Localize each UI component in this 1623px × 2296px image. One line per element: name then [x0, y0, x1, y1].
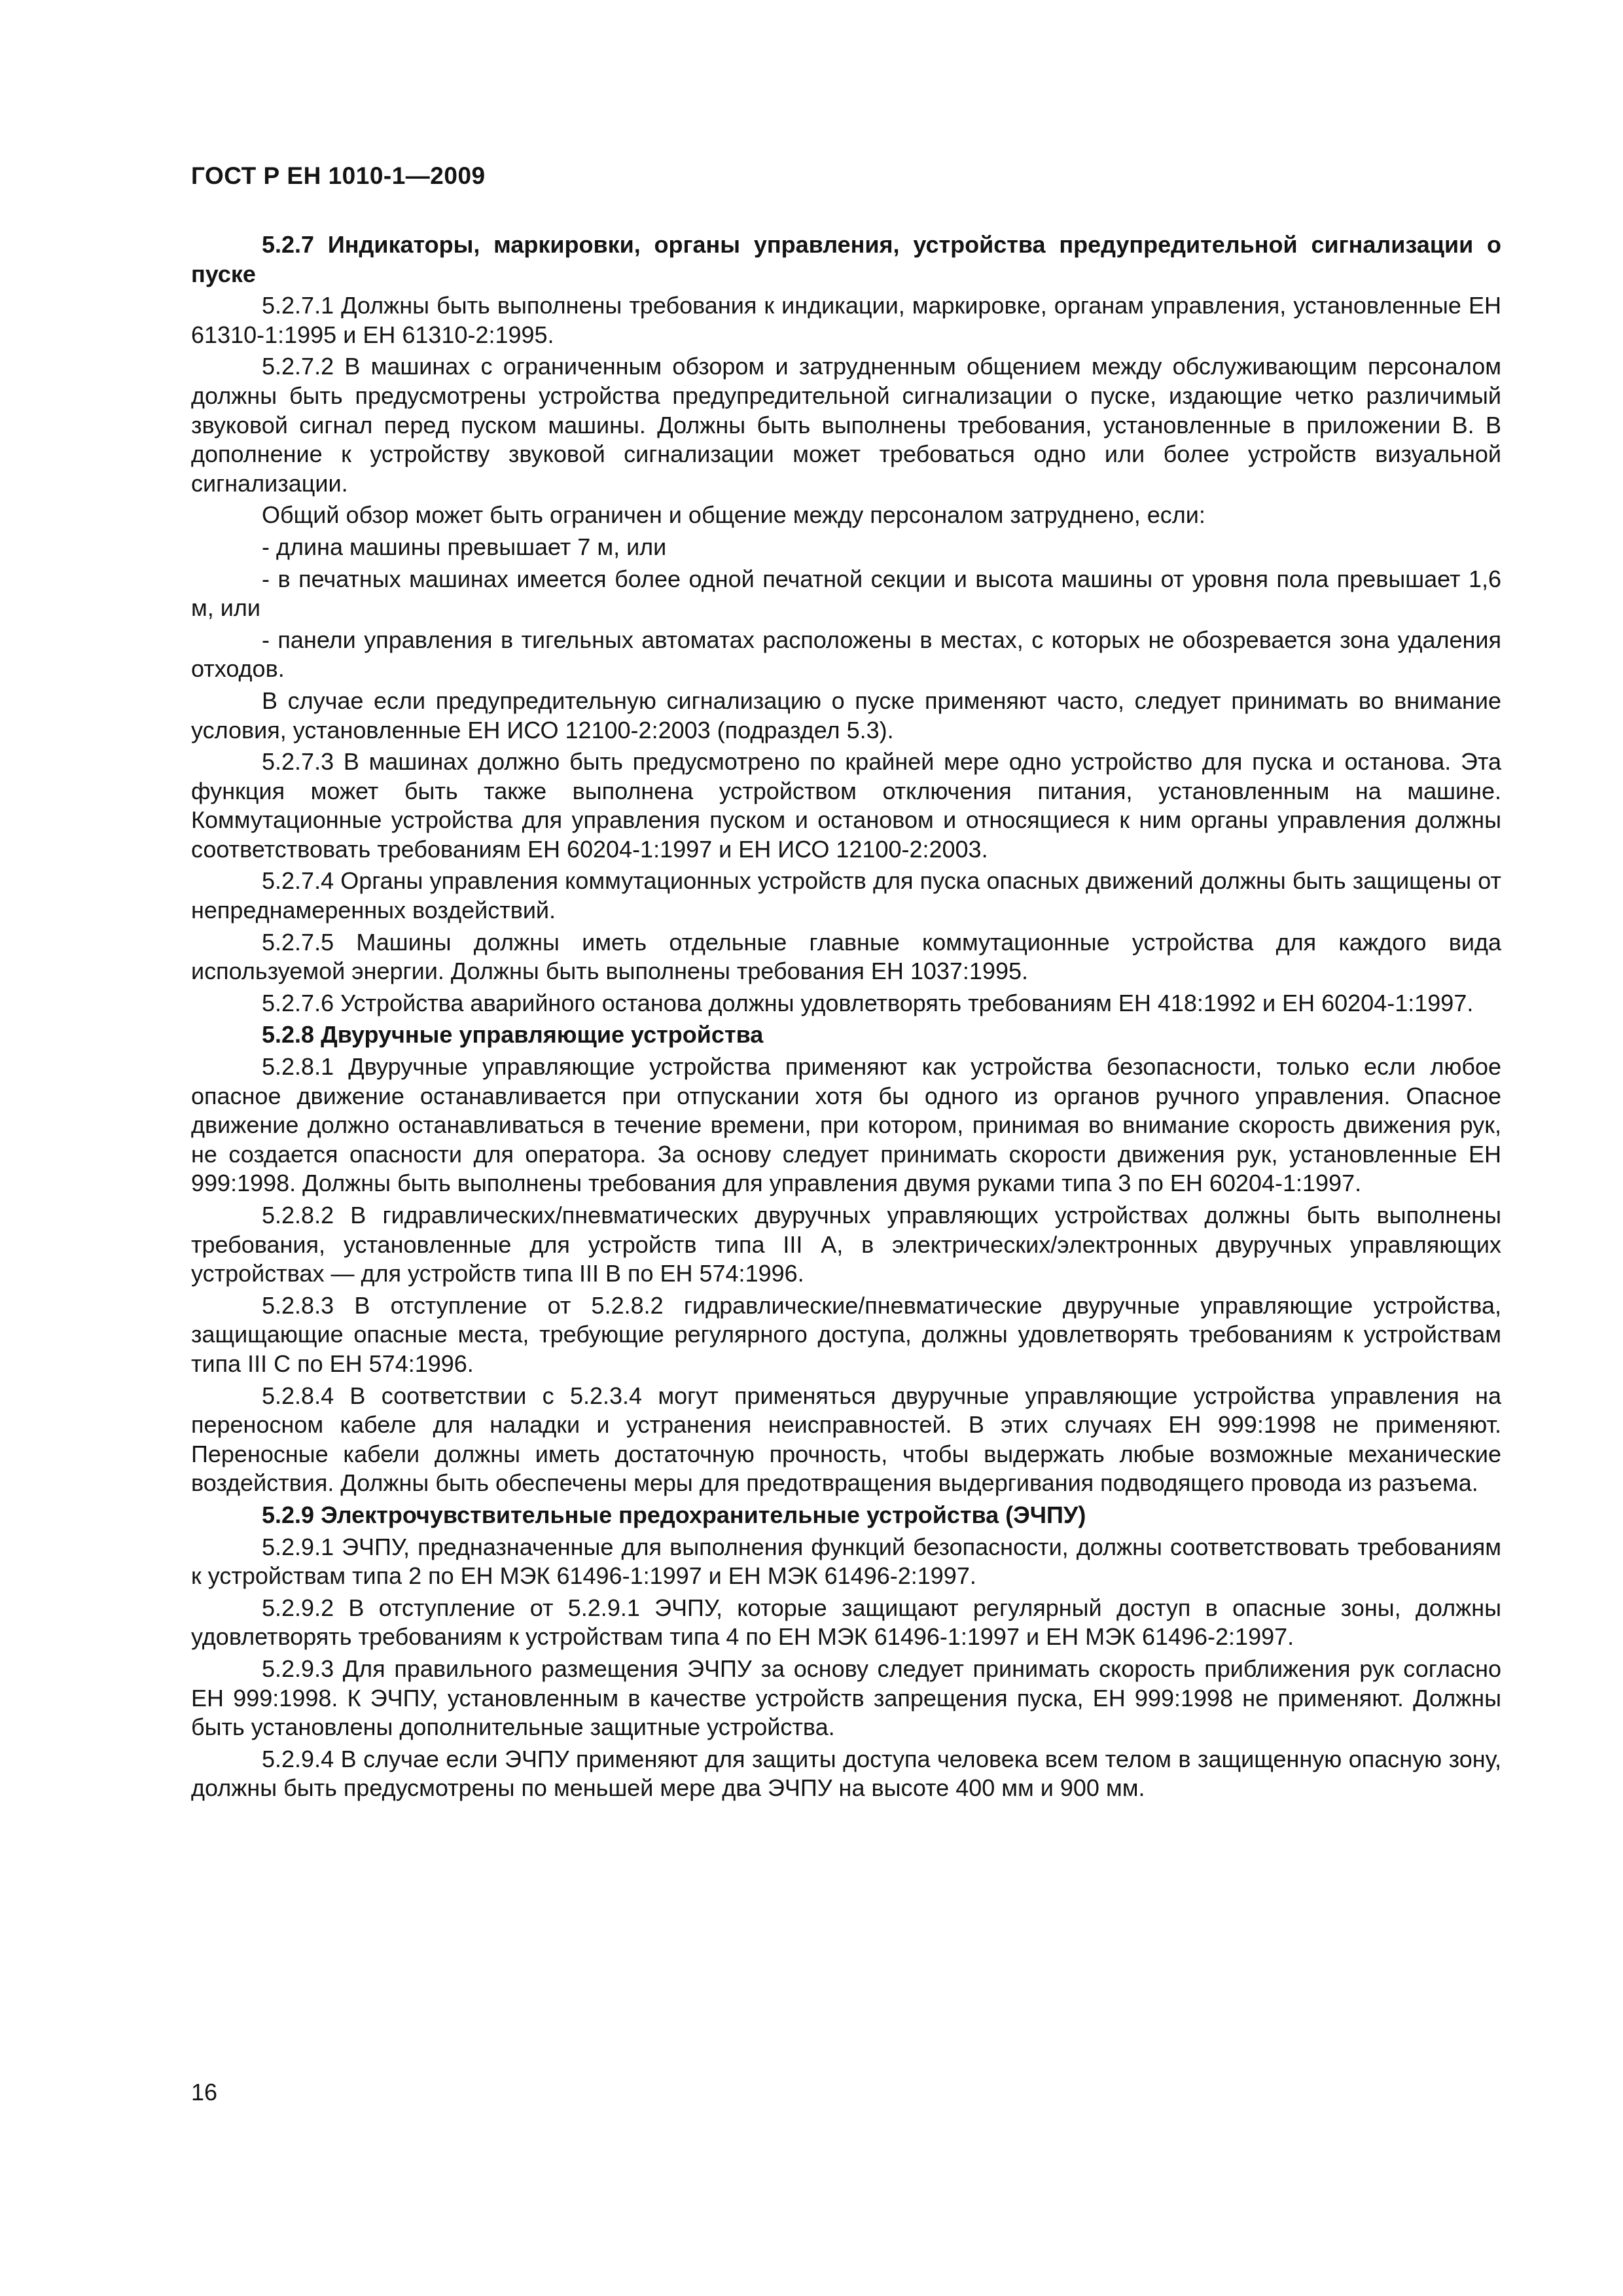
page-number: 16 [191, 2079, 218, 2106]
list-item: - длина машины превышает 7 м, или [262, 533, 667, 560]
body-paragraph: 5.2.7.5 Машины должны иметь отдельные главные коммутационные устройства для каждого вида используемой энергии. Должны быть выполнены требования ЕН 1037:1995. [191, 928, 1501, 985]
document-body [191, 230, 1501, 1803]
document-page [191, 0, 1501, 2296]
body-paragraph: В случае если предупредительную сигнализацию о пуске применяют часто, следует принимать во внимание условия, установленные ЕН ИСО 12100-2:2003 (подраздел 5.3). [191, 687, 1501, 744]
section-heading: 5.2.7 Индикаторы, маркировки, органы управления, устройства предупредительной сигнализации о пуске [191, 231, 1501, 287]
body-paragraph: 5.2.8.1 Двуручные управляющие устройства применяют как устройства безопасности, только если любое опасное движение останавливается при отпускании хотя бы одного из органов ручного управления. Опасное движение должно останавливаться в течение времени, при котором, принимая во внимание скорость движения рук, не создается опасности для оператора. За основу следует принимать скорости движения рук, установленные ЕН 999:1998. Должны быть выполнены требования для управления двумя руками типа 3 по ЕН 60204-1:1997. [191, 1053, 1501, 1197]
body-paragraph: 5.2.9.3 Для правильного размещения ЭЧПУ за основу следует принимать скорость приближения рук согласно ЕН 999:1998. К ЭЧПУ, установленным в качестве устройств запрещения пуска, ЕН 999:1998 не применяют. Должны быть установлены дополнительные защитные устройства. [191, 1655, 1501, 1741]
section-heading: 5.2.8 Двуручные управляющие устройства [262, 1021, 764, 1049]
body-paragraph: Общий обзор может быть ограничен и общение между персоналом затруднено, если: [262, 501, 1205, 529]
body-paragraph: 5.2.8.3 В отступление от 5.2.8.2 гидравлические/пневматические двуручные управляющие устройства, защищающие опасные места, требующие регулярного доступа, должны удовлетворять требованиям к устройствам типа III С по ЕН 574:1996. [191, 1291, 1501, 1377]
body-paragraph: 5.2.9.1 ЭЧПУ, предназначенные для выполнения функций безопасности, должны соответствовать требованиям к устройствам типа 2 по ЕН МЭК 61496-1:1997 и ЕН МЭК 61496-2:1997. [191, 1533, 1501, 1590]
standard-code-header: ГОСТ Р ЕН 1010-1—2009 [191, 162, 486, 189]
body-paragraph: 5.2.9.2 В отступление от 5.2.9.1 ЭЧПУ, которые защищают регулярный доступ в опасные зоны, должны удовлетворять требованиям к устройствам типа 4 по ЕН МЭК 61496-1:1997 и ЕН МЭК 61496-2:1997. [191, 1594, 1501, 1651]
body-paragraph: 5.2.7.3 В машинах должно быть предусмотрено по крайней мере одно устройство для пуска и останова. Эта функция может быть также выполнена устройством отключения питания, установленным на машине. Коммутационные устройства для управления пуском и остановом и относящиеся к ним органы управления должны соответствовать требованиям ЕН 60204-1:1997 и ЕН ИСО 12100-2:2003. [191, 748, 1501, 863]
body-paragraph: 5.2.7.4 Органы управления коммутационных устройств для пуска опасных движений должны быть защищены от непреднамеренных воздействий. [191, 867, 1501, 924]
section-heading: 5.2.9 Электрочувствительные предохранительные устройства (ЭЧПУ) [262, 1501, 1086, 1528]
list-item: - в печатных машинах имеется более одной печатной секции и высота машины от уровня пола превышает 1,6 м, или [191, 565, 1501, 622]
body-paragraph: 5.2.9.4 В случае если ЭЧПУ применяют для защиты доступа человека всем телом в защищенную опасную зону, должны быть предусмотрены по меньшей мере два ЭЧПУ на высоте 400 мм и 900 мм. [191, 1745, 1501, 1802]
body-paragraph: 5.2.8.4 В соответствии с 5.2.3.4 могут применяться двуручные управляющие устройства управления на переносном кабеле для наладки и устранения неисправностей. В этих случаях ЕН 999:1998 не применяют. Переносные кабели должны иметь достаточную прочность, чтобы выдержать любые возможные механические воздействия. Должны быть обеспечены меры для предотвращения выдергивания подводящего провода из разъема. [191, 1382, 1501, 1497]
body-paragraph: 5.2.8.2 В гидравлических/пневматических двуручных управляющих устройствах должны быть выполнены требования, установленные для устройств типа III А, в электрических/электронных двуручных управляющих устройствах — для устройств типа III В по ЕН 574:1996. [191, 1202, 1501, 1287]
body-paragraph: 5.2.7.6 Устройства аварийного останова должны удовлетворять требованиям ЕН 418:1992 и ЕН 60204-1:1997. [262, 989, 1474, 1016]
list-item: - панели управления в тигельных автоматах расположены в местах, с которых не обозревается зона удаления отходов. [191, 626, 1501, 683]
body-paragraph: 5.2.7.1 Должны быть выполнены требования к индикации, маркировке, органам управления, установленные ЕН 61310-1:1995 и ЕН 61310-2:1995. [191, 292, 1501, 348]
body-paragraph: 5.2.7.2 В машинах с ограниченным обзором и затрудненным общением между обслуживающим персоналом должны быть предусмотрены устройства предупредительной сигнализации о пуске, издающие четко различимый звуковой сигнал перед пуском машины. Должны быть выполнены требования, установленные в приложении В. В дополнение к устройству звуковой сигнализации может требоваться одно или более устройств визуальной сигнализации. [191, 353, 1501, 497]
